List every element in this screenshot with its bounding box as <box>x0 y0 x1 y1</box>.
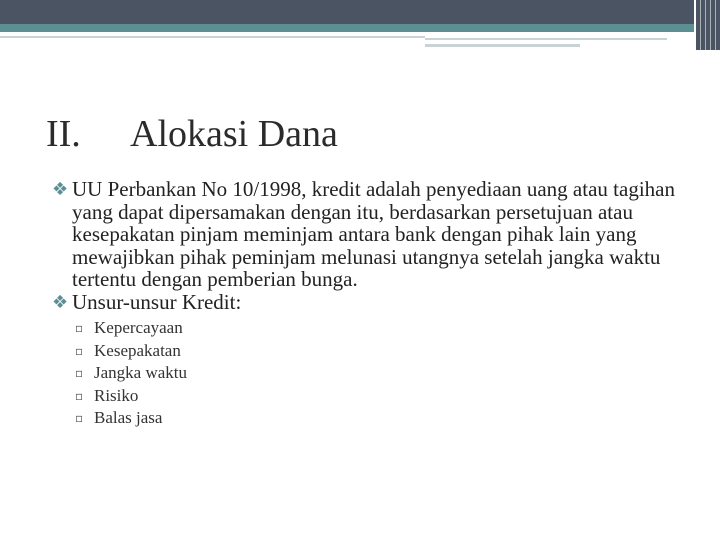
bullet-item <box>52 178 692 291</box>
header-teal-bar <box>0 24 694 32</box>
square-bullet-icon: ▫ <box>75 366 84 380</box>
header-decoration <box>0 0 720 50</box>
square-bullet-icon: ▫ <box>75 321 84 335</box>
square-bullet-icon: ▫ <box>75 411 84 425</box>
diamond-flower-icon: ❖ <box>52 291 69 313</box>
corner-stripe <box>710 0 711 50</box>
slide-body <box>52 178 692 430</box>
list-item-label: Balas jasa <box>94 408 163 427</box>
bullet-item <box>52 291 692 314</box>
slide-title: Alokasi Dana <box>130 113 338 155</box>
square-bullet-icon: ▫ <box>75 388 84 403</box>
corner-stripe <box>700 0 701 50</box>
corner-stripe <box>715 0 716 50</box>
header-thin-line <box>425 38 667 40</box>
list-item-label: Kepercayaan <box>94 318 183 337</box>
slide-title-number: II. <box>46 113 81 155</box>
bullet-text: UU Perbankan No 10/1998, kredit adalah penyediaan uang atau tagihan yang dapat dipersamakan dengan itu, berdasarkan persetujuan atau kesepakatan pinjam meminjam antara bank dengan pihak lain yang mewajibkan pihak peminjam melunasi utangnya setelah jangka waktu tertentu dengan pemberian bunga. <box>72 177 675 291</box>
list-item-label: Risiko <box>94 385 139 405</box>
sub-bullet-list <box>52 317 692 430</box>
list-item <box>52 385 692 408</box>
header-thin-line <box>0 36 425 38</box>
list-item <box>52 317 692 340</box>
header-thin-line <box>425 44 580 47</box>
bullet-text: Unsur-unsur Kredit: <box>72 289 242 314</box>
diamond-flower-icon: ❖ <box>52 179 69 200</box>
header-corner-block <box>696 0 720 50</box>
list-item <box>52 340 692 363</box>
list-item-label: Kesepakatan <box>94 340 181 360</box>
corner-stripe <box>705 0 706 50</box>
list-item-label: Jangka waktu <box>94 363 188 382</box>
header-dark-bar <box>0 0 694 24</box>
square-bullet-icon: ▫ <box>75 343 84 358</box>
list-item <box>52 362 692 385</box>
list-item <box>52 407 692 430</box>
